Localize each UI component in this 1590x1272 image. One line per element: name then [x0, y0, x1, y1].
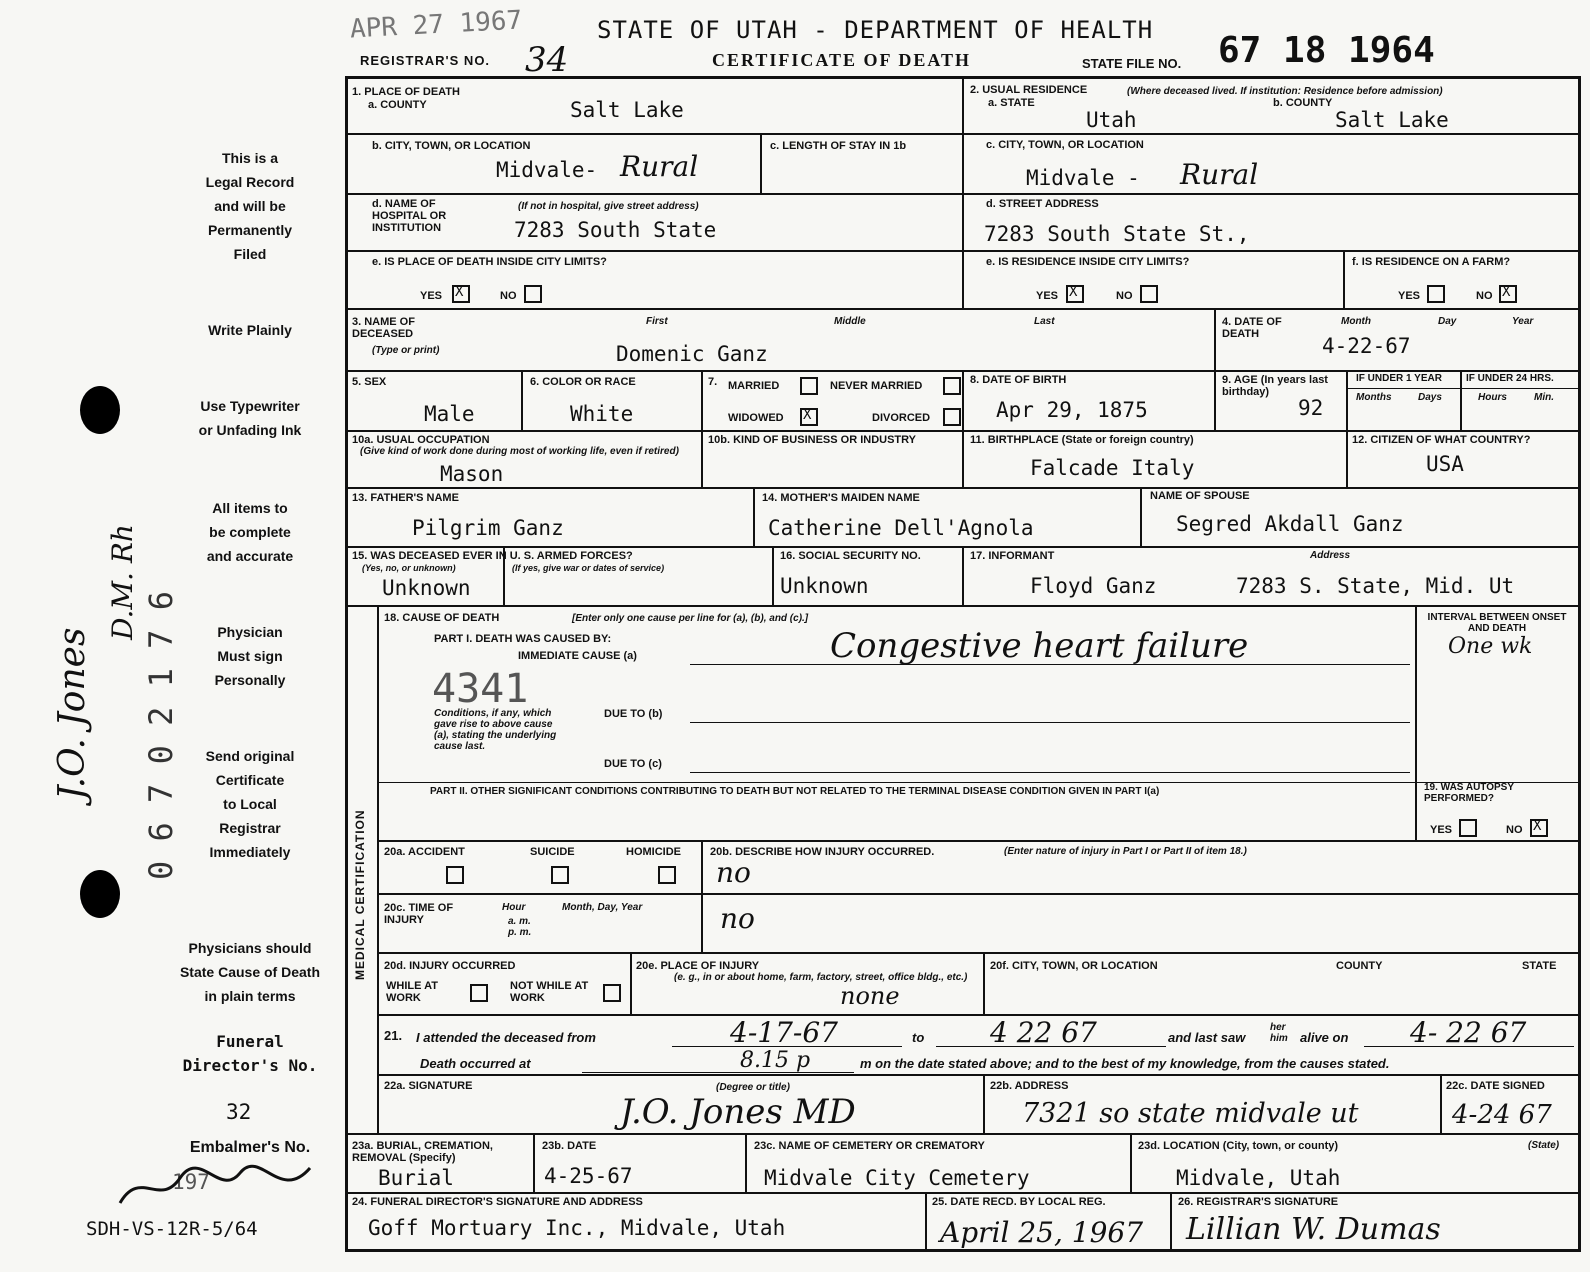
death-occurred-rest: m on the date stated above; and to the best of my knowledge, from the causes stated. — [860, 1056, 1390, 1071]
interval-value: One wk — [1448, 634, 1533, 659]
f1e-no-label: NO — [500, 290, 517, 302]
physician-address: 7321 so state midvale ut — [1022, 1098, 1359, 1129]
punch-hole-top — [80, 386, 120, 434]
f4-date-of-death: 4-22-67 — [1322, 334, 1411, 358]
f3-first: First — [646, 316, 668, 327]
f7-never-married: NEVER MARRIED — [830, 380, 923, 392]
f2f-yes-checkbox[interactable] — [1427, 285, 1445, 303]
f7-label: 7. — [708, 376, 718, 388]
f9-age: 92 — [1298, 396, 1324, 420]
f10a-note: (Give kind of work done during most of working life, even if retired) — [360, 446, 679, 457]
f15-note-1: (Yes, no, or unknown) — [362, 563, 456, 573]
sidebar-cause-terms: Physicians should State Cause of Death in plain terms — [179, 940, 321, 1004]
sidebar-write-plainly: Write Plainly — [208, 322, 292, 338]
f1e-yes-label: YES — [420, 290, 443, 302]
f3-note: (Type or print) — [372, 345, 440, 356]
f23a-label: 23a. BURIAL, CREMATION, REMOVAL (Specify) — [352, 1140, 493, 1164]
f1e-label: e. IS PLACE OF DEATH INSIDE CITY LIMITS? — [372, 256, 607, 268]
f2b-county: Salt Lake — [1335, 108, 1449, 132]
alive-on-text: alive on — [1300, 1030, 1349, 1045]
death-time: 8.15 p — [740, 1048, 811, 1073]
f12-citizen: USA — [1426, 452, 1464, 476]
f19-no-label: NO — [1506, 824, 1523, 836]
f2-label: 2. USUAL RESIDENCE — [970, 84, 1088, 96]
f20e-value: none — [840, 982, 900, 1010]
f2c-city: Midvale - — [1026, 166, 1140, 190]
punch-hole-bottom — [80, 870, 120, 918]
conditions-note: Conditions, if any, which gave rise to above cause (a), stating the underlying cause last. — [434, 708, 557, 752]
f9-label: 9. AGE (In years last birthday) — [1222, 374, 1328, 398]
f2c-handwritten: Rural — [1180, 158, 1259, 191]
f24-funeral-director: Goff Mortuary Inc., Midvale, Utah — [368, 1216, 786, 1240]
f2e-yes-checkbox[interactable] — [1066, 285, 1084, 303]
state-department-line: STATE OF UTAH - DEPARTMENT OF HEALTH — [597, 16, 1154, 44]
f14-mother: Catherine Dell'Agnola — [768, 516, 1034, 540]
f17-informant: Floyd Ganz — [1030, 574, 1157, 598]
form-number: SDH-VS-12R-5/64 — [86, 1218, 258, 1240]
f15-label: 15. WAS DECEASED EVER IN U. S. ARMED FORCES? — [352, 550, 633, 562]
while-work-label: WHILE AT WORK — [386, 980, 438, 1004]
f1b-city: Midvale- — [496, 158, 598, 182]
f1c-label: c. LENGTH OF STAY IN 1b — [770, 140, 907, 152]
f2b-label: b. COUNTY — [1273, 97, 1333, 109]
f1e-yes-checkbox[interactable] — [452, 285, 470, 303]
f20b-note: (Enter nature of injury in Part I or Part II of item 18.) — [1004, 846, 1247, 857]
f18-note: [Enter only one cause per line for (a), (b), and (c).] — [572, 613, 809, 624]
f17-address-label: Address — [1310, 550, 1351, 561]
f24-label: 24. FUNERAL DIRECTOR'S SIGNATURE AND ADDRESS — [352, 1196, 643, 1208]
f19-label: 19. WAS AUTOPSY PERFORMED? — [1424, 782, 1514, 804]
f21-label: 21. — [384, 1028, 403, 1043]
attended-text: I attended the deceased from — [416, 1030, 596, 1045]
f19-no-checkbox[interactable] — [1530, 819, 1548, 837]
homicide-checkbox[interactable] — [658, 866, 676, 884]
f13-label: 13. FATHER'S NAME — [352, 492, 459, 504]
f4-day: Day — [1438, 316, 1457, 327]
homicide-label: HOMICIDE — [626, 846, 681, 858]
received-stamp: APR 27 1967 — [349, 5, 523, 45]
f10a-occupation: Mason — [440, 462, 504, 486]
f2f-label: f. IS RESIDENCE ON A FARM? — [1352, 256, 1511, 268]
funeral-director-label: Funeral Director's No. — [182, 1032, 318, 1075]
f2f-no-checkbox[interactable] — [1499, 285, 1517, 303]
f7-widowed-checkbox[interactable] — [800, 408, 818, 426]
date-signed: 4-24 67 — [1452, 1100, 1552, 1130]
medical-certification-label: MEDICAL CERTIFICATION — [353, 809, 367, 980]
f7-widowed: WIDOWED — [728, 412, 784, 424]
f7-divorced-checkbox[interactable] — [943, 408, 961, 426]
f23c-label: 23c. NAME OF CEMETERY OR CREMATORY — [754, 1140, 985, 1152]
sidebar-physician: Physician Must sign Personally — [214, 624, 286, 688]
f2d-label: d. STREET ADDRESS — [986, 198, 1099, 210]
f23b-label: 23b. DATE — [542, 1140, 597, 1152]
hour-label: Hour — [502, 902, 526, 913]
sidebar-send-original: Send original Certificate to Local Registrar Immediately — [205, 748, 295, 860]
certificate-title: CERTIFICATE OF DEATH — [712, 50, 972, 70]
embalmer-label: Embalmer's No. — [189, 1139, 311, 1156]
embalmer-signature — [110, 1158, 320, 1218]
sidebar-complete: All items to be complete and accurate — [206, 500, 294, 564]
f2a-state: Utah — [1086, 108, 1137, 132]
f5-label: 5. SEX — [352, 376, 387, 388]
f5-sex: Male — [424, 402, 475, 426]
f18-label: 18. CAUSE OF DEATH — [384, 612, 500, 624]
state-label: STATE — [1522, 960, 1557, 972]
f20c-label: 20c. TIME OF INJURY — [384, 902, 454, 926]
last-saw-text: and last saw — [1168, 1030, 1246, 1045]
f2e-no-checkbox[interactable] — [1140, 285, 1158, 303]
f25-label: 25. DATE RECD. BY LOCAL REG. — [932, 1196, 1106, 1208]
f8-label: 8. DATE OF BIRTH — [970, 374, 1067, 386]
spouse-name: Segred Akdall Ganz — [1176, 512, 1404, 536]
sidebar-legal-record: This is a Legal Record and will be Permanently Filed — [205, 150, 295, 262]
part2-label: PART II. OTHER SIGNIFICANT CONDITIONS CONTRIBUTING TO DEATH BUT NOT RELATED TO THE TERMINAL DISEASE CONDITION GIVEN IN PART I(a) — [430, 786, 1160, 797]
f15-note-2: (If yes, give war or dates of service) — [512, 563, 665, 573]
f4-month: Month — [1341, 316, 1371, 327]
f1d-hospital: 7283 South State — [514, 218, 717, 242]
f1b-handwritten: Rural — [620, 150, 699, 183]
f23d-label: 23d. LOCATION (City, town, or county) — [1138, 1140, 1339, 1152]
days-label: Days — [1418, 392, 1442, 403]
f15-armed-forces: Unknown — [382, 576, 471, 600]
f20e-label: 20e. PLACE OF INJURY — [636, 960, 760, 972]
f4-label: 4. DATE OF DEATH — [1222, 316, 1282, 340]
f17-label: 17. INFORMANT — [970, 550, 1055, 562]
cause-a: Congestive heart failure — [830, 626, 1249, 666]
f2-note: (Where deceased lived. If institution: Residence before admission) — [1127, 86, 1443, 97]
f20f-label: 20f. CITY, TOWN, OR LOCATION — [990, 960, 1158, 972]
f20a-label: 20a. ACCIDENT — [384, 846, 465, 858]
f17-address: 7283 S. State, Mid. Ut — [1236, 574, 1515, 598]
under-1-year: IF UNDER 1 YEAR — [1356, 373, 1442, 384]
alive-on-date: 4- 22 67 — [1410, 1016, 1527, 1049]
physician-signature: J.O. Jones MD — [620, 1092, 856, 1132]
f3-middle: Middle — [834, 316, 866, 327]
sidebar-typewriter: Use Typewriter or Unfading Ink — [198, 398, 302, 438]
part1-label: PART I. DEATH WAS CAUSED BY: — [434, 633, 612, 645]
f20b-label: 20b. DESCRIBE HOW INJURY OCCURRED. — [710, 846, 935, 858]
f2a-label: a. STATE — [988, 97, 1035, 109]
f2e-no-label: NO — [1116, 290, 1133, 302]
f7-never-married-checkbox[interactable] — [943, 377, 961, 395]
suicide-label: SUICIDE — [530, 846, 575, 858]
min-label: Min. — [1534, 392, 1554, 403]
spouse-label: NAME OF SPOUSE — [1150, 490, 1250, 502]
f2f-yes-label: YES — [1398, 290, 1421, 302]
f7-married-checkbox[interactable] — [800, 377, 818, 395]
margin-number: 0 6 7 0 2 1 7 6 — [142, 591, 180, 880]
attended-from-date: 4-17-67 — [730, 1016, 838, 1049]
f1a-label: a. COUNTY — [368, 99, 427, 111]
state-file-label: STATE FILE NO. — [1082, 56, 1182, 71]
f6-label: 6. COLOR OR RACE — [530, 376, 636, 388]
while-work-checkbox[interactable] — [470, 984, 488, 1002]
f2d-street: 7283 South State St., — [984, 222, 1250, 246]
margin-handwriting: J.O. Jones — [52, 627, 93, 800]
f25-date-received: April 25, 1967 — [940, 1216, 1144, 1249]
due-to-c-label: DUE TO (c) — [604, 758, 662, 770]
f19-yes-checkbox[interactable] — [1459, 819, 1477, 837]
f26-registrar-signature: Lillian W. Dumas — [1186, 1212, 1441, 1247]
f19-yes-label: YES — [1430, 824, 1453, 836]
f23c-cemetery: Midvale City Cemetery — [764, 1166, 1030, 1190]
under-24-hrs: IF UNDER 24 HRS. — [1466, 373, 1554, 384]
f23d-state-label: (State) — [1528, 1140, 1560, 1151]
f20c-value: no — [720, 902, 755, 935]
due-to-b-label: DUE TO (b) — [604, 708, 663, 720]
f2f-no-label: NO — [1476, 290, 1493, 302]
am-pm-label: a. m. p. m. — [508, 916, 532, 938]
f3-label: 3. NAME OF DECEASED — [352, 316, 415, 340]
f10a-label: 10a. USUAL OCCUPATION — [352, 434, 490, 446]
f20e-note: (e. g., in or about home, farm, factory, street, office bldg., etc.) — [674, 972, 968, 983]
f22b-label: 22b. ADDRESS — [990, 1080, 1069, 1092]
margin-handwriting-2: D.M. Rh — [106, 524, 139, 640]
f3-last: Last — [1034, 316, 1055, 327]
death-occurred-text: Death occurred at — [420, 1056, 531, 1071]
attended-to-date: 4 22 67 — [990, 1016, 1097, 1049]
f20d-label: 20d. INJURY OCCURRED — [384, 960, 516, 972]
f23b-date: 4-25-67 — [544, 1164, 633, 1188]
county-label: COUNTY — [1336, 960, 1383, 972]
not-work-label: NOT WHILE AT WORK — [510, 980, 589, 1004]
f22a-label: 22a. SIGNATURE — [384, 1080, 473, 1092]
funeral-director-no: 32 — [226, 1100, 252, 1124]
f10b-label: 10b. KIND OF BUSINESS OR INDUSTRY — [708, 434, 917, 446]
f3-deceased-name: Domenic Ganz — [616, 342, 768, 366]
degree-label: (Degree or title) — [716, 1082, 790, 1093]
f26-label: 26. REGISTRAR'S SIGNATURE — [1178, 1196, 1339, 1208]
f23a-disposition: Burial — [378, 1166, 454, 1190]
accident-checkbox[interactable] — [446, 866, 464, 884]
f4-year: Year — [1512, 316, 1534, 327]
f1-label: 1. PLACE OF DEATH — [352, 86, 460, 98]
f11-birthplace: Falcade Italy — [1030, 456, 1195, 480]
f11-label: 11. BIRTHPLACE (State or foreign country) — [970, 434, 1194, 446]
f7-married: MARRIED — [728, 380, 780, 392]
immediate-cause-label: IMMEDIATE CAUSE (a) — [518, 650, 637, 662]
f23d-location: Midvale, Utah — [1176, 1166, 1341, 1190]
state-file-no: 67 18 1964 — [1218, 30, 1435, 71]
f16-label: 16. SOCIAL SECURITY NO. — [780, 550, 921, 562]
months-label: Months — [1356, 392, 1392, 403]
to-text: to — [912, 1030, 925, 1045]
mdy-label: Month, Day, Year — [562, 902, 643, 913]
f22c-label: 22c. DATE SIGNED — [1446, 1080, 1545, 1092]
f7-divorced: DIVORCED — [872, 412, 931, 424]
her-him-text: her him — [1270, 1022, 1288, 1044]
f14-label: 14. MOTHER'S MAIDEN NAME — [762, 492, 920, 504]
f13-father: Pilgrim Ganz — [412, 516, 564, 540]
not-work-checkbox[interactable] — [603, 984, 621, 1002]
f2c-label: c. CITY, TOWN, OR LOCATION — [986, 139, 1144, 151]
f1b-label: b. CITY, TOWN, OR LOCATION — [372, 140, 531, 152]
f1d-label: d. NAME OF HOSPITAL OR INSTITUTION — [372, 198, 447, 234]
f16-ssn: Unknown — [780, 574, 869, 598]
f1d-note: (If not in hospital, give street address) — [518, 201, 699, 212]
hours-label: Hours — [1478, 392, 1507, 403]
f6-race: White — [570, 402, 634, 426]
f2e-label: e. IS RESIDENCE INSIDE CITY LIMITS? — [986, 256, 1190, 268]
f12-label: 12. CITIZEN OF WHAT COUNTRY? — [1352, 434, 1531, 446]
f20b-value: no — [716, 856, 751, 889]
embalmer-no: 197 — [172, 1170, 210, 1194]
f8-date-of-birth: Apr 29, 1875 — [996, 398, 1148, 422]
cause-code: 4341 — [432, 666, 529, 712]
f1a-county: Salt Lake — [570, 98, 684, 122]
suicide-checkbox[interactable] — [551, 866, 569, 884]
f2e-yes-label: YES — [1036, 290, 1059, 302]
f1e-no-checkbox[interactable] — [524, 285, 542, 303]
registrar-no-label: REGISTRAR'S NO. — [360, 53, 491, 68]
interval-label: INTERVAL BETWEEN ONSET AND DEATH — [1427, 612, 1567, 634]
registrar-no: 34 — [525, 40, 569, 80]
